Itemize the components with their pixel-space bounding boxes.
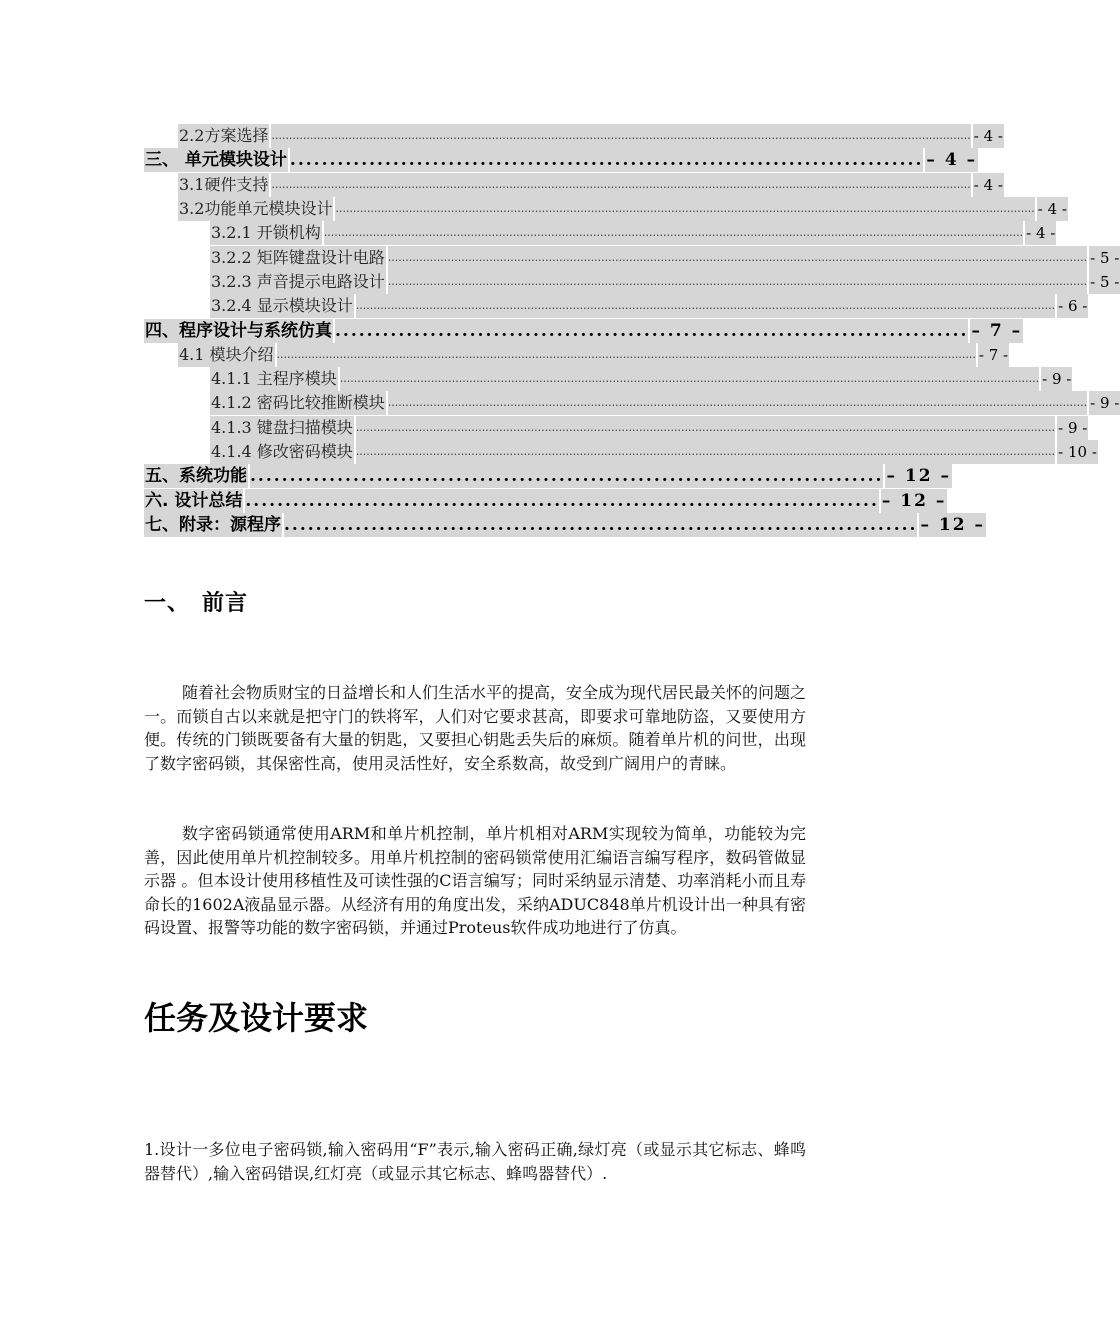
toc-entry-label: 3.2.4 显示模块设计: [210, 294, 354, 318]
preface-paragraph-1: 随着社会物质财宝的日益增长和人们生活水平的提高，安全成为现代居民最关怀的问题之一。而锁自古以来就是把守门的铁将军，人们对它要求甚高，即要求可靠地防盗，又要使用方便。传统的门锁既要备有大量的钥匙，又要担心钥匙丢失后的麻烦。随着单片机的问世，出现了数字密码锁，其保密性高，使用灵活性好，安全系数高，故受到广阔用户的青睐。: [144, 683, 807, 773]
toc-entry-label: 3.1硬件支持: [178, 173, 269, 197]
toc-entry-label: 七、附录：源程序: [145, 514, 281, 535]
toc-entry-page: – 12 –: [886, 466, 951, 487]
toc-entry-label: 四、程序设计与系统仿真: [145, 320, 332, 341]
toc-leader-dots: ........................................................................................................................................................................................................: [356, 294, 1055, 318]
toc-entry-label: 3.2.1 开锁机构: [210, 221, 322, 245]
toc-entry[interactable]: [144, 488, 947, 512]
toc-leader-dots: ........................................................................................................................................................................................................: [340, 367, 1039, 391]
toc-leader-dots: ........................................................................................................................................................................................................: [388, 391, 1087, 415]
toc-entry[interactable]: [178, 197, 1067, 221]
toc-entry[interactable]: [144, 464, 951, 488]
toc-entry-label: 4.1.2 密码比较推断模块: [210, 391, 386, 415]
toc-entry[interactable]: [210, 440, 1097, 464]
toc-entry[interactable]: [210, 416, 1088, 440]
toc-leader-dots: ........................................................................................................................................................................................................: [388, 246, 1087, 270]
toc-entry[interactable]: [210, 391, 1120, 415]
toc-leader-dots: ........................................................................................................................................................................................................: [271, 124, 970, 148]
toc-entry-page: - 4 -: [1025, 221, 1056, 245]
toc-leader-dots: ........................................................................................................................................................................................................: [356, 440, 1055, 464]
toc-entry-page: - 9 -: [1089, 391, 1120, 415]
toc-leader-dots: ................................................................................: [289, 150, 924, 171]
toc-entry[interactable]: [144, 148, 978, 172]
toc-leader-dots: ................................................................................: [245, 490, 879, 511]
toc-entry-label: 4.1 模块介绍: [178, 343, 275, 367]
toc-entry-label: 4.1.3 键盘扫描模块: [210, 416, 354, 440]
toc-leader-dots: ........................................................................................................................................................................................................: [388, 270, 1087, 294]
toc-leader-dots: ........................................................................................................................................................................................................: [271, 173, 970, 197]
toc-leader-dots: ................................................................................: [250, 466, 884, 487]
toc-leader-dots: ........................................................................................................................................................................................................: [335, 197, 1034, 221]
toc-entry[interactable]: [210, 294, 1088, 318]
toc-entry-page: - 9 -: [1057, 416, 1088, 440]
toc-entry[interactable]: [178, 124, 1003, 148]
toc-entry-page: - 4 -: [973, 124, 1004, 148]
toc-entry-page: – 12 –: [881, 490, 947, 511]
requirements-paragraph-1: 1.设计一多位电子密码锁,输入密码用“F”表示,输入密码正确,绿灯亮（或显示其它标志、蜂鸣器替代）,输入密码错误,红灯亮（或显示其它标志、蜂鸣器替代）.: [144, 1140, 806, 1183]
toc-entry-label: 2.2方案选择: [178, 124, 269, 148]
toc-entry-page: - 5 -: [1089, 246, 1120, 270]
toc-leader-dots: ........................................................................................................................................................................................................: [356, 416, 1055, 440]
toc-entry-page: - 9 -: [1041, 367, 1072, 391]
toc-entry-label: 3.2.2 矩阵键盘设计电路: [210, 246, 386, 270]
toc-entry-page: – 12 –: [920, 514, 985, 535]
toc-entry-label: 三、 单元模块设计: [145, 150, 287, 171]
toc-entry[interactable]: [210, 221, 1056, 245]
toc-entry[interactable]: [144, 318, 1023, 342]
toc-entry[interactable]: [210, 245, 1120, 269]
toc-entry[interactable]: [178, 173, 1003, 197]
toc-entry[interactable]: [210, 270, 1120, 294]
toc-entry-page: – 7 –: [971, 320, 1023, 341]
toc-entry-page: - 10 -: [1057, 440, 1098, 464]
toc-entry-page: - 6 -: [1057, 294, 1088, 318]
toc-leader-dots: ........................................................................................................................................................................................................: [324, 221, 1023, 245]
preface-paragraph-2: 数字密码锁通常使用ARM和单片机控制，单片机相对ARM实现较为简单，功能较为完善，因此使用单片机控制较多。用单片机控制的密码锁常使用汇编语言编写程序，数码管做显示器 。但本设计使用移植性及可读性强的C语言编写；同时采纳显示清楚、功率消耗小而且寿命长的1602A液晶显示器。从经济有用的角度出发，采纳ADUC848单片机设计出一种具有密码设置、报警等功能的数字密码锁，并通过Proteus软件成功地进行了仿真。: [144, 824, 806, 938]
toc-entry-page: - 4 -: [973, 173, 1004, 197]
toc-entry[interactable]: [178, 343, 1009, 367]
toc-entry-label: 4.1.4 修改密码模块: [210, 440, 354, 464]
toc-entry[interactable]: [210, 367, 1072, 391]
toc-entry-page: - 7 -: [978, 343, 1009, 367]
section-heading-preface: 一、 前言: [144, 591, 249, 616]
toc-entry-page: - 4 -: [1037, 197, 1068, 221]
toc-entry-page: - 5 -: [1089, 270, 1120, 294]
toc-leader-dots: ........................................................................................................................................................................................................: [277, 343, 976, 367]
toc-entry-page: – 4 –: [926, 150, 978, 171]
toc-entry-label: 六. 设计总结: [145, 490, 243, 511]
toc-entry-label: 3.2功能单元模块设计: [178, 197, 333, 221]
toc-entry[interactable]: [144, 513, 985, 537]
toc-leader-dots: ................................................................................: [335, 320, 969, 341]
section-heading-requirements: 任务及设计要求: [144, 999, 369, 1037]
toc-leader-dots: ................................................................................: [284, 514, 918, 535]
toc-entry-label: 4.1.1 主程序模块: [210, 367, 338, 391]
table-of-contents: [144, 124, 1120, 537]
toc-entry-label: 五、系统功能: [145, 466, 247, 487]
toc-entry-label: 3.2.3 声音提示电路设计: [210, 270, 386, 294]
